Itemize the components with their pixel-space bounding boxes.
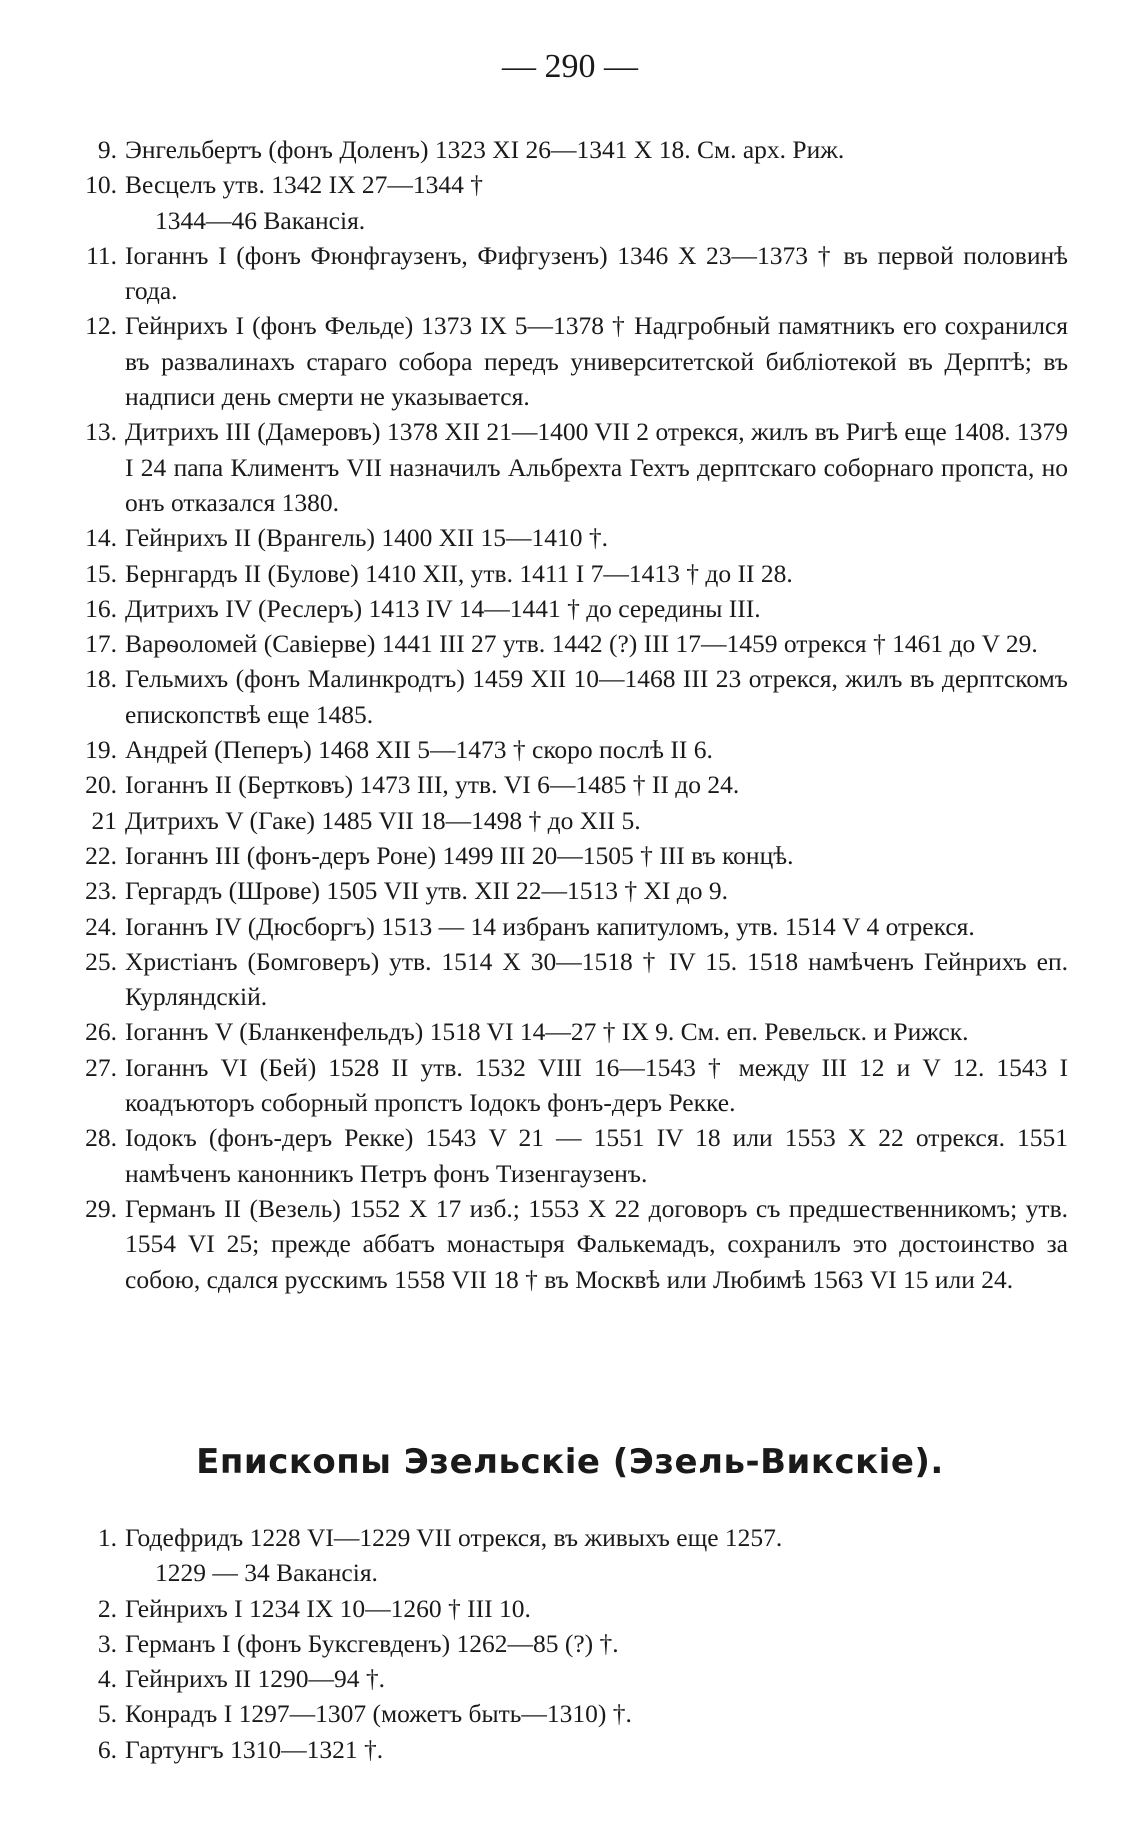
list-item [78, 1661, 1068, 1696]
list-item [78, 1626, 1068, 1661]
list-item [78, 626, 1068, 661]
item-number: 27. [85, 1052, 117, 1082]
list-item [78, 1014, 1068, 1049]
dorpat-bishops-list [78, 132, 1068, 1297]
list-item [78, 732, 1068, 767]
list-item [78, 909, 1068, 944]
item-text: Гейнрихъ I (фонъ Фельде) 1373 IX 5—1378 † Надгробный памятникъ его сохранился въ развалинахъ стараго собора передъ университетской библіотекой въ Дерптѣ; въ надписи день смерти не указывается. [125, 311, 1068, 412]
item-number: 16. [85, 593, 117, 623]
list-item [78, 1732, 1068, 1767]
item-text: Христіанъ (Бомговеръ) утв. 1514 X 30—1518 † IV 15. 1518 намѣченъ Гейнрихъ еп. Курляндскій. [125, 946, 1068, 1012]
list-item [78, 308, 1068, 414]
item-number: 23. [85, 876, 117, 906]
item-text: Іоганнъ III (фонъ-деръ Роне) 1499 III 20—1505 † III въ концѣ. [125, 840, 794, 870]
item-subline: 1344—46 Вакансія. [155, 205, 366, 235]
item-number: 29. [85, 1193, 117, 1223]
list-item [78, 803, 1068, 838]
item-text: Дитрихъ IV (Реслеръ) 1413 IV 14—1441 † до середины III. [125, 593, 761, 623]
osel-bishops-list [78, 1520, 1068, 1767]
item-text: Годефридъ 1228 VI—1229 VII отрекся, въ живыхъ еще 1257. [125, 1523, 783, 1552]
item-number: 3. [97, 1628, 117, 1658]
list-item [78, 661, 1068, 732]
item-number: 25. [85, 946, 117, 976]
item-number: 4. [97, 1664, 117, 1694]
list-item [78, 556, 1068, 591]
item-text: Дитрихъ III (Дамеровъ) 1378 XII 21—1400 VII 2 отрекся, жилъ въ Ригѣ еще 1408. 1379 I 24 папа Климентъ VII назначилъ Альбрехта Гехтъ дерптскаго соборнаго пропста, но онъ отказался 1380. [125, 417, 1068, 517]
item-text: Весцелъ утв. 1342 IX 27—1344 † [125, 170, 483, 200]
item-text: Іоганнъ II (Бертковъ) 1473 III, утв. VI 6—1485 † II до 24. [125, 770, 740, 800]
item-number: 26. [85, 1017, 117, 1047]
list-item [78, 838, 1068, 873]
list-item [78, 238, 1068, 309]
item-text: Андрей (Пеперъ) 1468 XII 5—1473 † скоро послѣ II 6. [125, 735, 713, 765]
list-item [78, 167, 1068, 238]
item-text: Гергардъ (Шрове) 1505 VII утв. XII 22—1513 † XI до 9. [125, 876, 728, 906]
list-item [78, 132, 1068, 167]
list-item [78, 944, 1068, 1015]
item-text: Іоганнъ VI (Бей) 1528 II утв. 1532 VIII 16—1543 † между III 12 и V 12. 1543 I коадъюторъ соборный пропстъ Іодокъ фонъ-деръ Рекке. [125, 1052, 1068, 1118]
item-text: Бернгардъ II (Булове) 1410 XII, утв. 1411 I 7—1413 † до II 28. [125, 558, 793, 588]
item-text: Гартунгъ 1310—1321 †. [125, 1734, 384, 1764]
item-text: Дитрихъ V (Гаке) 1485 VII 18—1498 † до XII 5. [125, 805, 641, 835]
item-text: Гельмихъ (фонъ Малинкродтъ) 1459 XII 10—1468 III 23 отрекся, жилъ въ дерптскомъ епископствѣ еще 1485. [125, 664, 1068, 729]
item-text: Гейнрихъ II 1290—94 †. [125, 1664, 386, 1694]
item-text: Гейнрихъ II (Врангель) 1400 XII 15—1410 †. [125, 523, 609, 553]
item-number: 1. [97, 1523, 117, 1552]
item-number: 24. [85, 911, 117, 941]
list-item [78, 414, 1068, 520]
item-text: Германъ II (Везель) 1552 X 17 изб.; 1553 X 22 договоръ съ предшественникомъ; утв. 1554 VI 25; прежде аббатъ монастыря Фалькемадъ, сохранилъ это достоинство за собою, сдался русскимъ 1558 VII 18 † въ Москвѣ или Любимѣ 1563 VI 15 или 24. [125, 1193, 1068, 1294]
section-heading: Епископы Эзельскіе (Эзель-Викскіе). [196, 1442, 944, 1482]
item-number: 12. [85, 311, 117, 341]
item-text: Іоганнъ V (Бланкенфельдъ) 1518 VI 14—27 † IX 9. См. еп. Ревельск. и Рижск. [125, 1017, 969, 1047]
item-number: 18. [85, 664, 117, 694]
item-number: 22. [85, 840, 117, 870]
item-subline: 1229 — 34 Вакансія. [155, 1558, 378, 1588]
item-text: Германъ I (фонъ Буксгевденъ) 1262—85 (?) †. [125, 1628, 619, 1658]
item-number: 20. [85, 770, 117, 800]
list-item [78, 1191, 1068, 1297]
list-item [78, 767, 1068, 802]
item-number: 6. [97, 1734, 117, 1764]
item-text: Іоганнъ IV (Дюсборгъ) 1513 — 14 избранъ капитуломъ, утв. 1514 V 4 отрекся. [125, 911, 975, 941]
item-number: 28. [85, 1123, 117, 1153]
item-number: 11. [86, 240, 117, 270]
page-number: — 290 — [502, 48, 638, 85]
item-number: 5. [97, 1699, 117, 1729]
item-text: Варѳоломей (Савіерве) 1441 III 27 утв. 1442 (?) III 17—1459 отрекся † 1461 до V 29. [125, 629, 1038, 659]
item-number: 17. [85, 629, 117, 659]
list-item [78, 1591, 1068, 1626]
item-number: 15. [85, 558, 117, 588]
item-number: 21 [91, 805, 117, 835]
item-text: Іоганнъ I (фонъ Фюнфгаузенъ, Фифгузенъ) 1346 X 23—1373 † въ первой половинѣ года. [125, 240, 1068, 306]
item-number: 2. [97, 1593, 117, 1623]
item-text: Іодокъ (фонъ-деръ Рекке) 1543 V 21 — 1551 IV 18 или 1553 X 22 отрекся. 1551 намѣченъ канонникъ Петръ фонъ Тизенгаузенъ. [125, 1123, 1068, 1188]
item-number: 13. [85, 417, 117, 447]
item-number: 9. [97, 135, 117, 164]
list-item [78, 591, 1068, 626]
list-item [78, 873, 1068, 908]
list-item [78, 520, 1068, 555]
list-item [78, 1696, 1068, 1731]
list-item [78, 1520, 1068, 1591]
list-item [78, 1050, 1068, 1121]
item-number: 14. [85, 523, 117, 553]
item-text: Конрадъ I 1297—1307 (можетъ быть—1310) †. [125, 1699, 632, 1729]
list-item [78, 1120, 1068, 1191]
item-text: Гейнрихъ I 1234 IX 10—1260 † III 10. [125, 1593, 531, 1623]
item-number: 19. [85, 735, 117, 765]
item-text: Энгельбертъ (фонъ Доленъ) 1323 XI 26—1341 X 18. См. арх. Риж. [125, 135, 845, 164]
item-number: 10. [85, 170, 117, 200]
